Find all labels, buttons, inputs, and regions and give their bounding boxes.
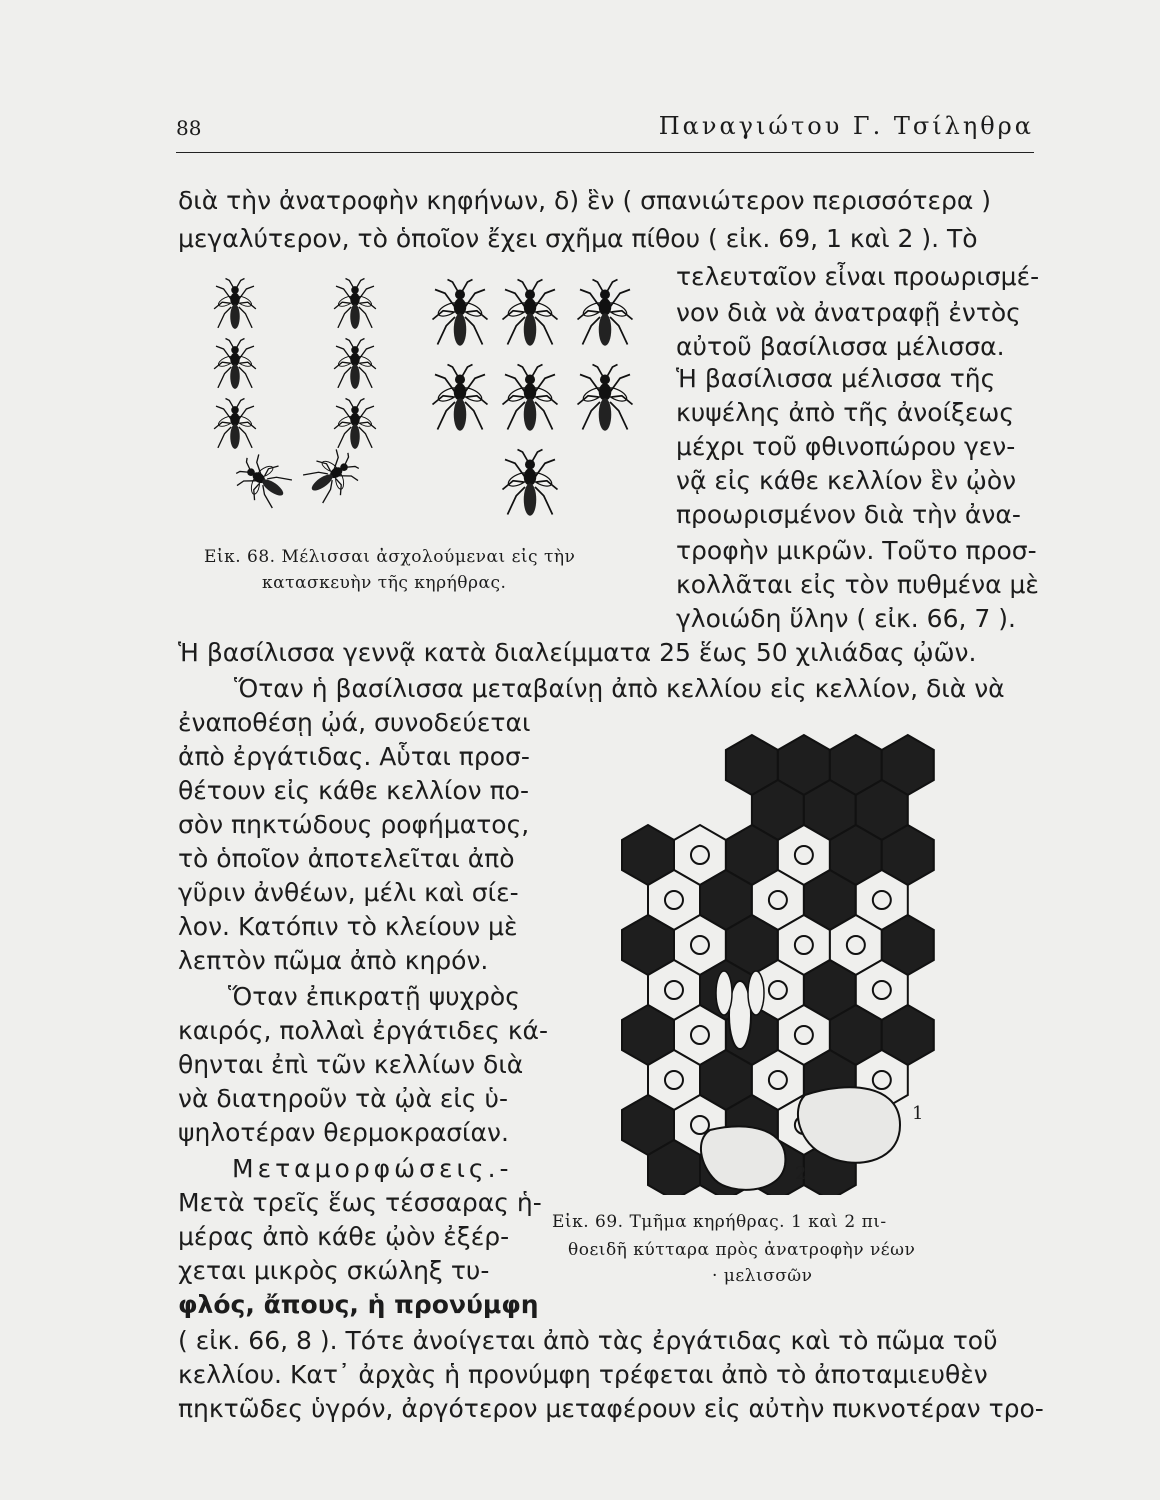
body-line: χεται μικρὸς σκώληξ τυ- bbox=[178, 1256, 490, 1285]
body-line: καιρός, πολλαὶ ἐργάτιδες κά- bbox=[178, 1016, 549, 1045]
honeycomb-illustration bbox=[600, 725, 960, 1195]
body-line: Ἡ βασίλισσα γεννᾷ κατὰ διαλείμματα 25 ἕως 50 χιλιάδας ᾠῶν. bbox=[178, 638, 977, 667]
body-line: νᾷ εἰς κάθε κελλίον ἓν ᾠὸν bbox=[676, 466, 1017, 495]
body-line: μέρας ἀπὸ κάθε ᾠὸν ἐξέρ- bbox=[178, 1222, 510, 1251]
bee-drawing bbox=[300, 444, 365, 507]
figure-69-label-2: 2 bbox=[795, 1163, 807, 1184]
body-line: τὸ ὁποῖον ἀποτελεῖται ἀπὸ bbox=[178, 844, 515, 873]
body-line: τελευταῖον εἶναι προωρισμέ- bbox=[676, 262, 1040, 291]
bee-drawing bbox=[578, 365, 633, 431]
bees-illustration bbox=[190, 262, 660, 537]
body-line: ( εἰκ. 66, 8 ). Τότε ἀνοίγεται ἀπὸ τὰς ἐργάτιδας καὶ τὸ πῶμα τοῦ bbox=[178, 1326, 998, 1355]
body-line: τροφὴν μικρῶν. Τοῦτο προσ- bbox=[676, 536, 1037, 565]
body-line: λον. Κατόπιν τὸ κλείουν μὲ bbox=[178, 912, 518, 941]
body-line: θηνται ἐπὶ τῶν κελλίων διὰ bbox=[178, 1050, 524, 1079]
body-line: πηκτῶδες ὑγρόν, ἀργότερον μεταφέρουν εἰς αὐτὴν πυκνοτέραν τρο- bbox=[178, 1394, 1044, 1423]
page-header bbox=[176, 112, 1034, 153]
body-line: λεπτὸν πῶμα ἀπὸ κηρόν. bbox=[178, 946, 489, 975]
body-line: κολλᾶται εἰς τὸν πυθμένα μὲ bbox=[676, 570, 1039, 599]
body-line: ἐναποθέσῃ ᾠά, συνοδεύεται bbox=[178, 708, 531, 737]
bee-drawing bbox=[433, 365, 488, 431]
body-line: κελλίου. Κατ᾽ ἀρχὰς ἡ προνύμφη τρέφεται ἀπὸ τὸ ἀποταμιευθὲν bbox=[178, 1360, 988, 1389]
page-number: 88 bbox=[176, 116, 202, 140]
bee-drawing bbox=[503, 365, 558, 431]
body-line: Ὅταν ἡ βασίλισσα μεταβαίνῃ ἀπὸ κελλίου εἰς κελλίον, διὰ νὰ bbox=[234, 674, 1005, 703]
bee-drawing bbox=[578, 280, 633, 346]
body-line: κυψέλης ἀπὸ τῆς ἀνοίξεως bbox=[676, 398, 1015, 427]
body-line: διὰ τὴν ἀνατροφὴν κηφήνων, δ) ἓν ( σπανιώτερον περισσότερα ) bbox=[178, 186, 992, 215]
bee-drawing bbox=[214, 279, 256, 329]
bee-drawing bbox=[214, 399, 256, 449]
body-line: γλοιώδη ὕλην ( εἰκ. 66, 7 ). bbox=[676, 604, 1016, 633]
bee-drawing bbox=[433, 280, 488, 346]
bee-drawing bbox=[334, 399, 376, 449]
body-line: θέτουν εἰς κάθε κελλίον πο- bbox=[178, 776, 529, 805]
bee-drawing bbox=[334, 279, 376, 329]
body-line: νον διὰ νὰ ἀνατραφῇ ἐντὸς bbox=[676, 298, 1021, 327]
body-line: ψηλοτέραν θερμοκρασίαν. bbox=[178, 1118, 509, 1147]
bee-drawing bbox=[503, 450, 558, 516]
body-line: γῦριν ἀνθέων, μέλι καὶ σίε- bbox=[178, 878, 519, 907]
body-line: σὸν πηκτώδους ροφήματος, bbox=[178, 810, 530, 839]
figure-69-caption: Εἰκ. 69. Τμῆμα κηρήθρας. 1 καὶ 2 πι- bbox=[552, 1212, 887, 1232]
bee-drawing bbox=[503, 280, 558, 346]
body-line: μέχρι τοῦ φθινοπώρου γεν- bbox=[676, 432, 1016, 461]
figure-69-caption: θοειδῆ κύτταρα πρὸς ἀνατροφὴν νέων bbox=[568, 1240, 916, 1260]
body-line: αὐτοῦ βασίλισσα μέλισσα. bbox=[676, 332, 1005, 361]
figure-69-label-1: 1 bbox=[912, 1103, 924, 1124]
bee-drawing bbox=[214, 339, 256, 389]
body-line: νὰ διατηροῦν τὰ ᾠὰ εἰς ὑ- bbox=[178, 1084, 508, 1113]
figure-68-caption: κατασκευὴν τῆς κηρήθρας. bbox=[262, 573, 507, 593]
figure-68-caption: Εἰκ. 68. Μέλισσαι ἀσχολούμεναι εἰς τὴν bbox=[204, 547, 576, 567]
body-line: Ὅταν ἐπικρατῇ ψυχρὸς bbox=[228, 982, 520, 1011]
section-heading: Μεταμορφώσεις.- bbox=[232, 1154, 513, 1183]
body-line: μεγαλύτερον, τὸ ὁποῖον ἔχει σχῆμα πίθου ( εἰκ. 69, 1 καὶ 2 ). Τὸ bbox=[178, 224, 978, 253]
body-line: προωρισμένον διὰ τὴν ἀνα- bbox=[676, 500, 1021, 529]
bee-drawing bbox=[230, 449, 295, 512]
body-line-bold: φλός, ἄπους, ἡ προνύμφη bbox=[178, 1290, 539, 1319]
running-head: Παναγιώτου Γ. Τσίληθρα bbox=[658, 112, 1034, 140]
body-line: Μετὰ τρεῖς ἕως τέσσαρας ἡ- bbox=[178, 1188, 542, 1217]
body-line: Ἡ βασίλισσα μέλισσα τῆς bbox=[676, 364, 996, 393]
bee-drawing bbox=[334, 339, 376, 389]
body-line: ἀπὸ ἐργάτιδας. Αὗται προσ- bbox=[178, 742, 530, 771]
figure-69-caption: · μελισσῶν bbox=[712, 1266, 813, 1286]
